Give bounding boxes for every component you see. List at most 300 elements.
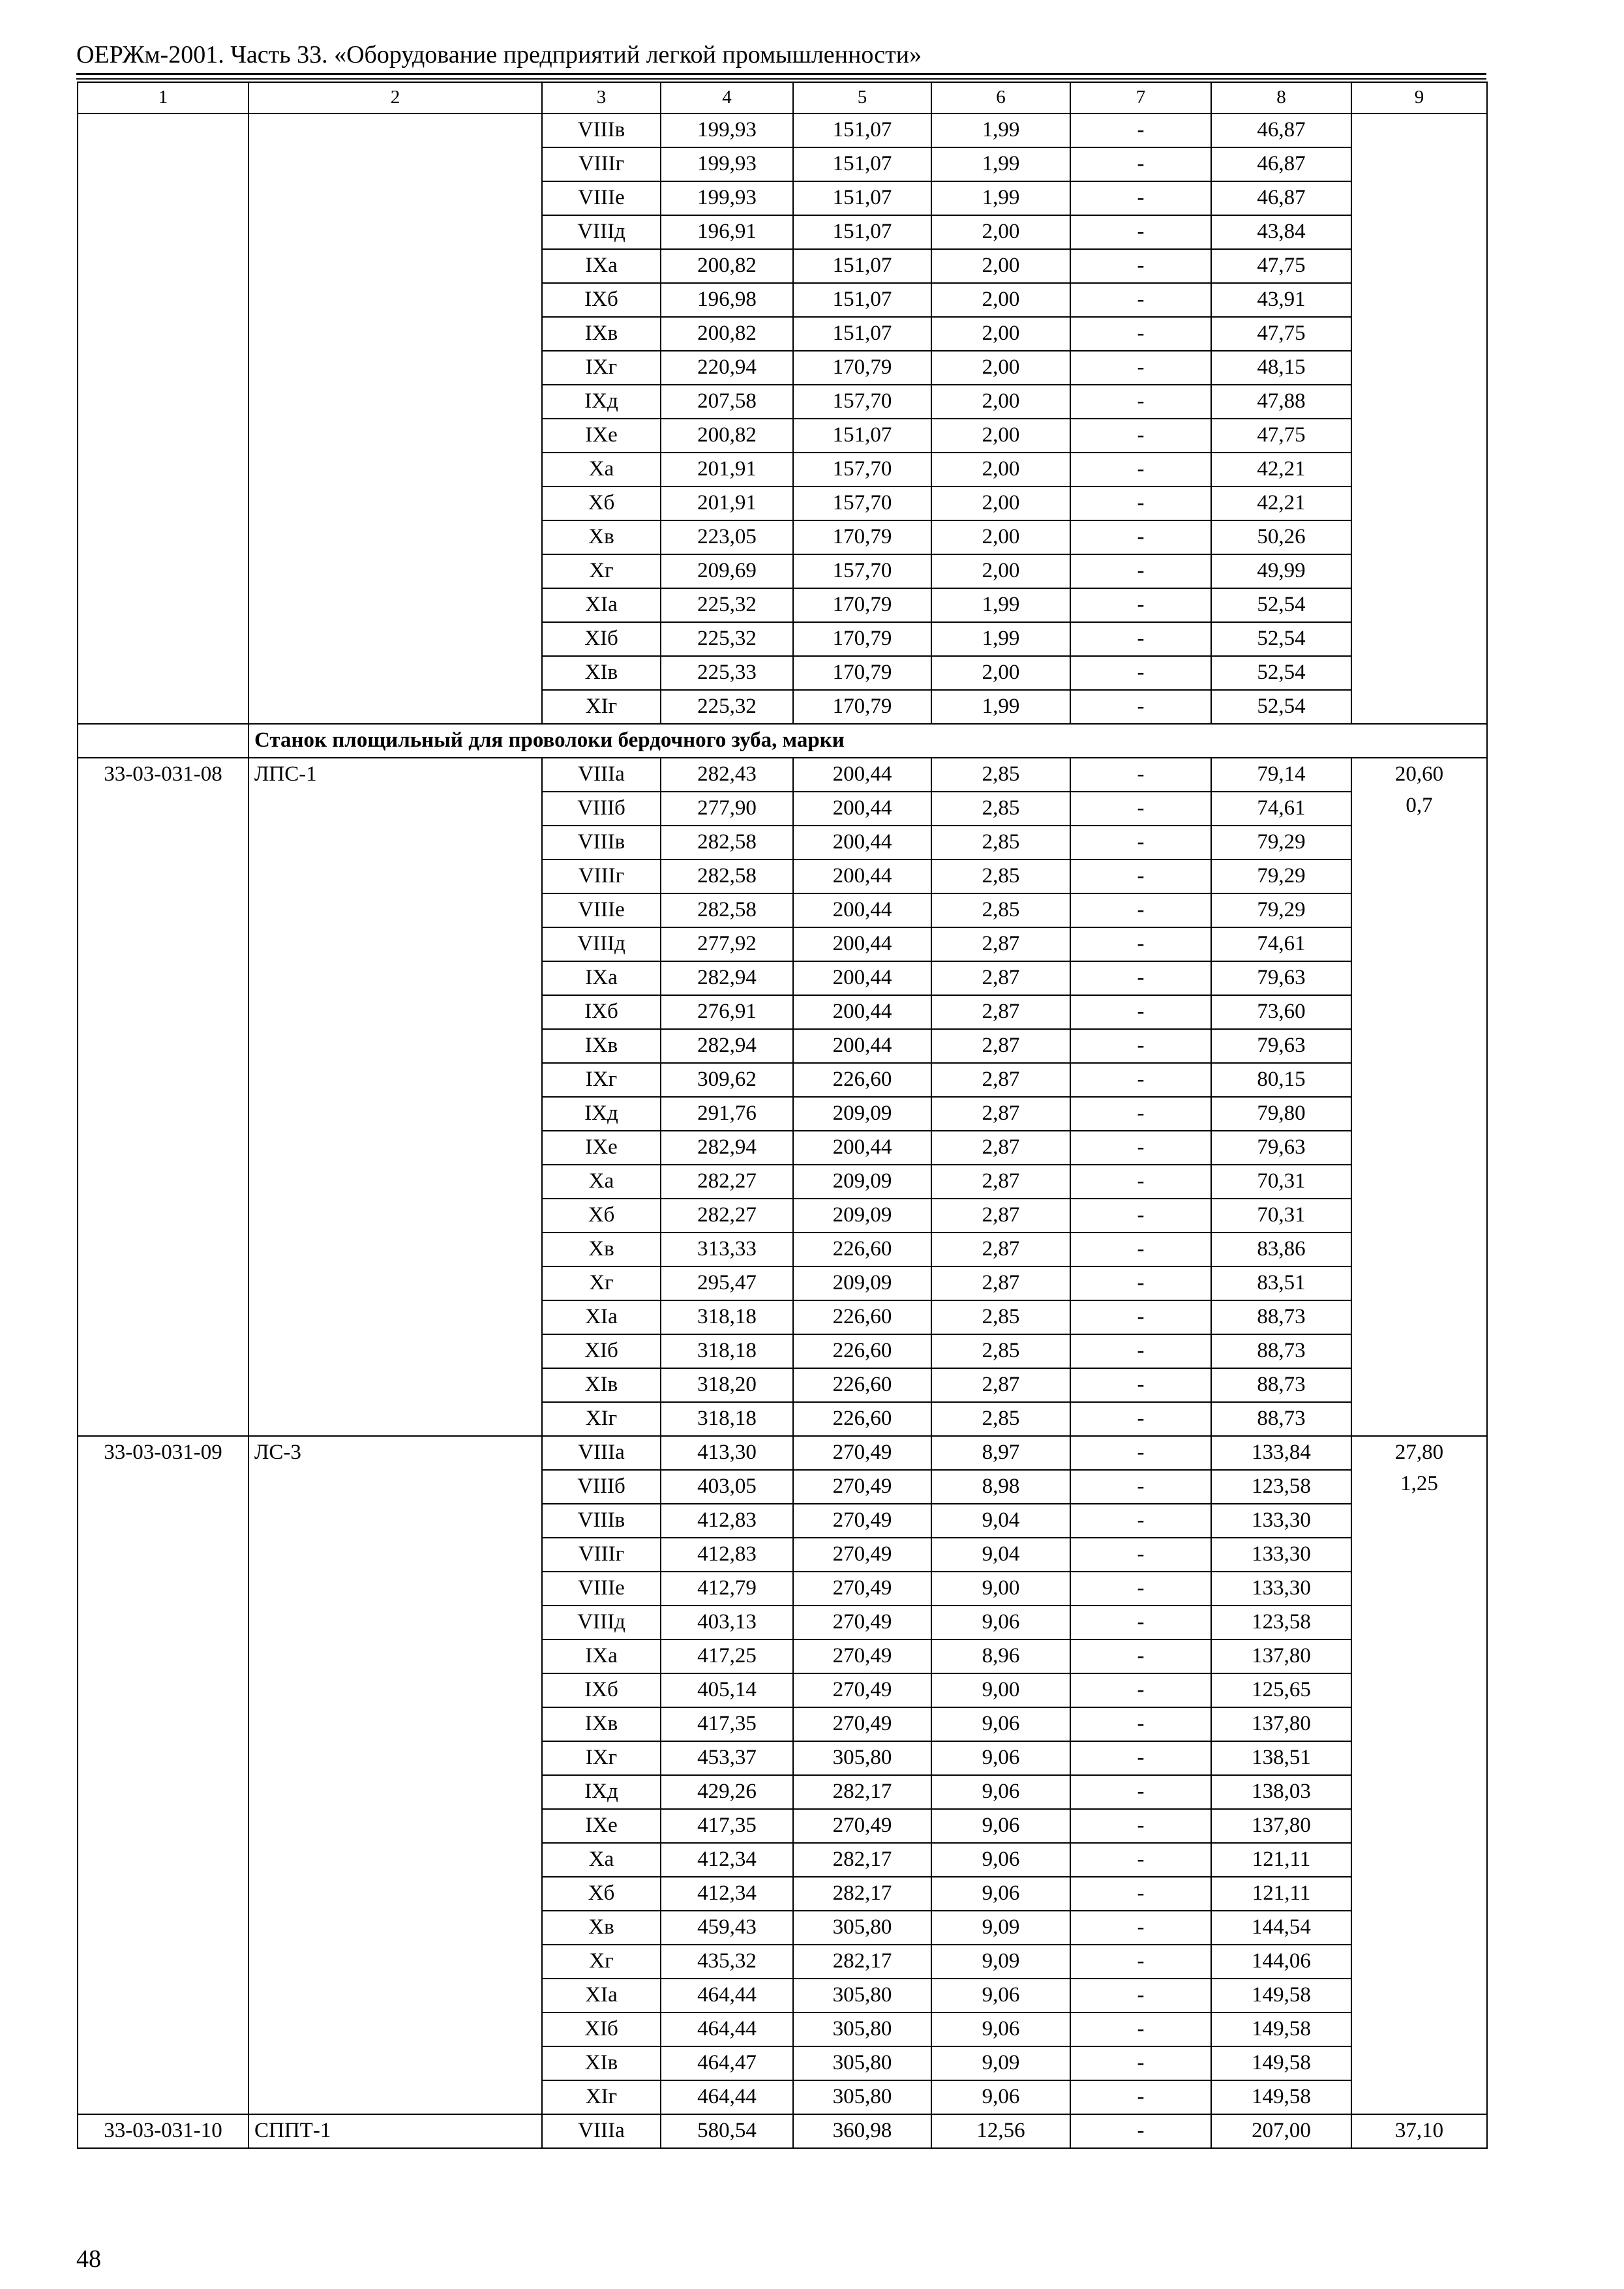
machinist-wage-cell: - — [1070, 1334, 1211, 1368]
page-header-title: ОЕРЖм-2001. Часть 33. «Оборудование предприятий легкой промышленности» — [76, 41, 922, 68]
materials-cost-cell: 79,29 — [1211, 893, 1351, 927]
machinist-wage-cell: - — [1070, 1063, 1211, 1097]
labor-cost-cell: 200,44 — [793, 792, 931, 826]
machine-cost-cell: 2,87 — [931, 1097, 1070, 1131]
machine-cost-cell: 2,87 — [931, 995, 1070, 1029]
machinist-wage-cell: - — [1070, 2114, 1211, 2148]
machinist-wage-cell: - — [1070, 1979, 1211, 2012]
labor-cost-cell: 209,09 — [793, 1266, 931, 1300]
table-row — [78, 113, 1487, 147]
machinist-wage-cell: - — [1070, 1945, 1211, 1979]
materials-cost-cell: 88,73 — [1211, 1402, 1351, 1436]
section-title-row — [78, 724, 1487, 758]
zone-cell: IXа — [542, 249, 661, 283]
machine-cost-cell: 1,99 — [931, 181, 1070, 215]
labor-cost-cell: 270,49 — [793, 1538, 931, 1572]
materials-cost-cell: 144,54 — [1211, 1911, 1351, 1945]
zone-cell: IXд — [542, 385, 661, 419]
item-code: 33-03-031-08 — [78, 758, 248, 1436]
materials-cost-cell: 138,51 — [1211, 1741, 1351, 1775]
machine-cost-cell: 2,85 — [931, 1402, 1070, 1436]
machine-cost-cell: 9,06 — [931, 1877, 1070, 1911]
total-cost-cell: 282,58 — [661, 826, 793, 860]
machine-cost-cell: 2,00 — [931, 554, 1070, 588]
zone-cell: VIIIа — [542, 1436, 661, 1470]
zone-cell: IXг — [542, 351, 661, 385]
labor-cost-cell: 151,07 — [793, 283, 931, 317]
total-cost-cell: 201,91 — [661, 453, 793, 486]
labor-cost-cell: 200,44 — [793, 995, 931, 1029]
zone-cell: VIIIб — [542, 1470, 661, 1504]
labor-cost-cell: 305,80 — [793, 2046, 931, 2080]
labor-hours-cell — [1351, 113, 1487, 724]
column-number: 1 — [78, 82, 248, 113]
machine-cost-cell: 8,97 — [931, 1436, 1070, 1470]
machine-cost-cell: 9,06 — [931, 2012, 1070, 2046]
labor-cost-cell: 151,07 — [793, 419, 931, 453]
materials-cost-cell: 79,63 — [1211, 1029, 1351, 1063]
labor-cost-cell: 200,44 — [793, 927, 931, 961]
materials-cost-cell: 133,30 — [1211, 1572, 1351, 1606]
zone-cell: Xб — [542, 1877, 661, 1911]
materials-cost-cell: 79,14 — [1211, 758, 1351, 792]
header-rule-thick — [76, 73, 1486, 75]
materials-cost-cell: 73,60 — [1211, 995, 1351, 1029]
materials-cost-cell: 88,73 — [1211, 1368, 1351, 1402]
labor-cost-cell: 226,60 — [793, 1402, 931, 1436]
machinist-wage-cell: - — [1070, 690, 1211, 724]
labor-cost-cell: 200,44 — [793, 961, 931, 995]
materials-cost-cell: 52,54 — [1211, 656, 1351, 690]
zone-cell: XIа — [542, 1300, 661, 1334]
machinist-wage-cell: - — [1070, 1165, 1211, 1199]
materials-cost-cell: 70,31 — [1211, 1165, 1351, 1199]
materials-cost-cell: 83,51 — [1211, 1266, 1351, 1300]
machinist-wage-cell: - — [1070, 961, 1211, 995]
labor-cost-cell: 151,07 — [793, 215, 931, 249]
total-cost-cell: 282,27 — [661, 1199, 793, 1233]
machinist-wage-cell: - — [1070, 1199, 1211, 1233]
machine-cost-cell: 8,98 — [931, 1470, 1070, 1504]
zone-cell: XIг — [542, 1402, 661, 1436]
machinist-wage-cell: - — [1070, 1911, 1211, 1945]
materials-cost-cell: 74,61 — [1211, 792, 1351, 826]
machine-cost-cell: 2,87 — [931, 961, 1070, 995]
machinist-wage-cell: - — [1070, 1300, 1211, 1334]
materials-cost-cell: 49,99 — [1211, 554, 1351, 588]
materials-cost-cell: 50,26 — [1211, 520, 1351, 554]
zone-cell: IXд — [542, 1097, 661, 1131]
labor-cost-cell: 157,70 — [793, 385, 931, 419]
materials-cost-cell: 52,54 — [1211, 622, 1351, 656]
total-cost-cell: 225,32 — [661, 690, 793, 724]
labor-cost-cell: 270,49 — [793, 1606, 931, 1639]
total-cost-cell: 318,18 — [661, 1300, 793, 1334]
total-cost-cell: 225,33 — [661, 656, 793, 690]
machine-cost-cell: 2,87 — [931, 1131, 1070, 1165]
column-number: 6 — [931, 82, 1070, 113]
machinist-wage-cell: - — [1070, 2046, 1211, 2080]
materials-cost-cell: 133,30 — [1211, 1504, 1351, 1538]
total-cost-cell: 295,47 — [661, 1266, 793, 1300]
labor-cost-cell: 360,98 — [793, 2114, 931, 2148]
zone-cell: IXе — [542, 419, 661, 453]
machine-cost-cell: 2,85 — [931, 826, 1070, 860]
labor-cost-cell: 200,44 — [793, 860, 931, 893]
machinist-wage-cell: - — [1070, 2080, 1211, 2114]
zone-cell: IXе — [542, 1131, 661, 1165]
machine-cost-cell: 2,87 — [931, 927, 1070, 961]
labor-cost-cell: 305,80 — [793, 1911, 931, 1945]
machine-cost-cell: 8,96 — [931, 1639, 1070, 1673]
total-cost-cell: 225,32 — [661, 588, 793, 622]
labor-hours-value: 37,10 — [1394, 2119, 1444, 2142]
machinist-wage-cell: - — [1070, 1368, 1211, 1402]
machinist-wage-cell: - — [1070, 1538, 1211, 1572]
materials-cost-cell: 80,15 — [1211, 1063, 1351, 1097]
machine-cost-cell: 2,87 — [931, 1165, 1070, 1199]
total-cost-cell: 403,13 — [661, 1606, 793, 1639]
labor-cost-cell: 282,17 — [793, 1775, 931, 1809]
machine-cost-cell: 2,00 — [931, 656, 1070, 690]
machinist-wage-cell: - — [1070, 351, 1211, 385]
zone-cell: VIIIд — [542, 1606, 661, 1639]
table-row — [78, 2114, 1487, 2148]
materials-cost-cell: 144,06 — [1211, 1945, 1351, 1979]
section-code-cell — [78, 724, 248, 758]
column-number-row — [78, 82, 1487, 113]
labor-cost-cell: 151,07 — [793, 317, 931, 351]
total-cost-cell: 277,90 — [661, 792, 793, 826]
machinist-wage-cell: - — [1070, 1470, 1211, 1504]
machine-cost-cell: 9,06 — [931, 1606, 1070, 1639]
total-cost-cell: 459,43 — [661, 1911, 793, 1945]
machine-cost-cell: 2,87 — [931, 1368, 1070, 1402]
zone-cell: XIб — [542, 2012, 661, 2046]
zone-cell: Xг — [542, 554, 661, 588]
machinist-wage-cell: - — [1070, 181, 1211, 215]
machine-cost-cell: 2,85 — [931, 860, 1070, 893]
zone-cell: VIIIе — [542, 181, 661, 215]
labor-hours-cell — [1351, 1436, 1487, 2114]
zone-cell: IXг — [542, 1741, 661, 1775]
labor-hours-value: 0,7 — [1406, 794, 1433, 817]
labor-cost-cell: 226,60 — [793, 1368, 931, 1402]
labor-cost-cell: 151,07 — [793, 181, 931, 215]
total-cost-cell: 417,35 — [661, 1809, 793, 1843]
column-number: 8 — [1211, 82, 1351, 113]
materials-cost-cell: 47,75 — [1211, 249, 1351, 283]
materials-cost-cell: 48,15 — [1211, 351, 1351, 385]
zone-cell: Xв — [542, 520, 661, 554]
machinist-wage-cell: - — [1070, 249, 1211, 283]
labor-hours-value: 1,25 — [1400, 1472, 1438, 1495]
machine-cost-cell: 2,87 — [931, 1029, 1070, 1063]
zone-cell: VIIIд — [542, 927, 661, 961]
labor-cost-cell: 305,80 — [793, 1979, 931, 2012]
total-cost-cell: 417,25 — [661, 1639, 793, 1673]
zone-cell: XIа — [542, 1979, 661, 2012]
total-cost-cell: 282,58 — [661, 893, 793, 927]
machinist-wage-cell: - — [1070, 215, 1211, 249]
total-cost-cell: 405,14 — [661, 1673, 793, 1707]
machine-cost-cell: 2,85 — [931, 1300, 1070, 1334]
rates-table — [77, 82, 1488, 2149]
machinist-wage-cell: - — [1070, 1266, 1211, 1300]
machinist-wage-cell: - — [1070, 758, 1211, 792]
machine-cost-cell: 9,09 — [931, 2046, 1070, 2080]
labor-cost-cell: 200,44 — [793, 1131, 931, 1165]
labor-cost-cell: 226,60 — [793, 1063, 931, 1097]
total-cost-cell: 412,34 — [661, 1843, 793, 1877]
item-name: ЛС-3 — [248, 1436, 542, 2114]
materials-cost-cell: 79,63 — [1211, 1131, 1351, 1165]
materials-cost-cell: 46,87 — [1211, 181, 1351, 215]
machine-cost-cell: 9,06 — [931, 1775, 1070, 1809]
zone-cell: XIб — [542, 622, 661, 656]
total-cost-cell: 429,26 — [661, 1775, 793, 1809]
machine-cost-cell: 2,00 — [931, 520, 1070, 554]
zone-cell: Xб — [542, 1199, 661, 1233]
labor-cost-cell: 170,79 — [793, 656, 931, 690]
total-cost-cell: 318,20 — [661, 1368, 793, 1402]
labor-cost-cell: 305,80 — [793, 2080, 931, 2114]
total-cost-cell: 313,33 — [661, 1233, 793, 1266]
machine-cost-cell: 2,00 — [931, 215, 1070, 249]
machinist-wage-cell: - — [1070, 1606, 1211, 1639]
machine-cost-cell: 9,06 — [931, 1979, 1070, 2012]
labor-cost-cell: 270,49 — [793, 1470, 931, 1504]
materials-cost-cell: 70,31 — [1211, 1199, 1351, 1233]
machinist-wage-cell: - — [1070, 995, 1211, 1029]
machine-cost-cell: 2,85 — [931, 893, 1070, 927]
zone-cell: Xв — [542, 1233, 661, 1266]
machine-cost-cell: 2,87 — [931, 1199, 1070, 1233]
zone-cell: IXа — [542, 1639, 661, 1673]
total-cost-cell: 201,91 — [661, 486, 793, 520]
total-cost-cell: 318,18 — [661, 1334, 793, 1368]
machine-cost-cell: 2,85 — [931, 1334, 1070, 1368]
item-name — [248, 113, 542, 724]
labor-hours-value: 27,80 — [1394, 1441, 1444, 1464]
table-row — [78, 758, 1487, 792]
column-number: 7 — [1070, 82, 1211, 113]
total-cost-cell: 277,92 — [661, 927, 793, 961]
item-code: 33-03-031-10 — [78, 2114, 248, 2148]
materials-cost-cell: 88,73 — [1211, 1334, 1351, 1368]
zone-cell: Xа — [542, 1843, 661, 1877]
machine-cost-cell: 2,87 — [931, 1063, 1070, 1097]
zone-cell: VIIIб — [542, 792, 661, 826]
zone-cell: IXе — [542, 1809, 661, 1843]
materials-cost-cell: 46,87 — [1211, 147, 1351, 181]
zone-cell: VIIIг — [542, 1538, 661, 1572]
zone-cell: VIIIв — [542, 1504, 661, 1538]
machine-cost-cell: 9,04 — [931, 1538, 1070, 1572]
total-cost-cell: 464,44 — [661, 1979, 793, 2012]
section-title: Станок площильный для проволоки бердочного зуба, марки — [248, 724, 1487, 758]
column-number: 4 — [661, 82, 793, 113]
zone-cell: IXб — [542, 283, 661, 317]
machine-cost-cell: 1,99 — [931, 588, 1070, 622]
materials-cost-cell: 149,58 — [1211, 2012, 1351, 2046]
machinist-wage-cell: - — [1070, 1029, 1211, 1063]
machinist-wage-cell: - — [1070, 1639, 1211, 1673]
total-cost-cell: 403,05 — [661, 1470, 793, 1504]
machine-cost-cell: 9,06 — [931, 2080, 1070, 2114]
total-cost-cell: 435,32 — [661, 1945, 793, 1979]
total-cost-cell: 412,83 — [661, 1504, 793, 1538]
zone-cell: VIIIе — [542, 1572, 661, 1606]
total-cost-cell: 464,44 — [661, 2012, 793, 2046]
machine-cost-cell: 2,00 — [931, 419, 1070, 453]
zone-cell: XIв — [542, 656, 661, 690]
machine-cost-cell: 2,85 — [931, 758, 1070, 792]
labor-cost-cell: 209,09 — [793, 1165, 931, 1199]
machinist-wage-cell: - — [1070, 860, 1211, 893]
total-cost-cell: 291,76 — [661, 1097, 793, 1131]
column-number: 3 — [542, 82, 661, 113]
total-cost-cell: 464,44 — [661, 2080, 793, 2114]
labor-cost-cell: 282,17 — [793, 1843, 931, 1877]
machinist-wage-cell: - — [1070, 317, 1211, 351]
zone-cell: VIIIа — [542, 2114, 661, 2148]
labor-cost-cell: 209,09 — [793, 1199, 931, 1233]
labor-cost-cell: 270,49 — [793, 1504, 931, 1538]
total-cost-cell: 318,18 — [661, 1402, 793, 1436]
labor-hours-value: 20,60 — [1394, 762, 1444, 786]
machinist-wage-cell: - — [1070, 1741, 1211, 1775]
labor-cost-cell: 226,60 — [793, 1334, 931, 1368]
machinist-wage-cell: - — [1070, 453, 1211, 486]
machine-cost-cell: 1,99 — [931, 622, 1070, 656]
machinist-wage-cell: - — [1070, 1436, 1211, 1470]
labor-cost-cell: 270,49 — [793, 1436, 931, 1470]
machine-cost-cell: 2,00 — [931, 249, 1070, 283]
machinist-wage-cell: - — [1070, 2012, 1211, 2046]
machinist-wage-cell: - — [1070, 927, 1211, 961]
labor-cost-cell: 200,44 — [793, 1029, 931, 1063]
labor-cost-cell: 151,07 — [793, 113, 931, 147]
zone-cell: VIIIв — [542, 113, 661, 147]
table-row — [78, 1436, 1487, 1470]
total-cost-cell: 207,58 — [661, 385, 793, 419]
materials-cost-cell: 47,75 — [1211, 317, 1351, 351]
labor-cost-cell: 157,70 — [793, 453, 931, 486]
total-cost-cell: 453,37 — [661, 1741, 793, 1775]
total-cost-cell: 282,58 — [661, 860, 793, 893]
labor-cost-cell: 170,79 — [793, 351, 931, 385]
machine-cost-cell: 2,87 — [931, 1266, 1070, 1300]
materials-cost-cell: 137,80 — [1211, 1639, 1351, 1673]
labor-hours-cell — [1351, 2114, 1487, 2148]
machine-cost-cell: 9,00 — [931, 1572, 1070, 1606]
labor-cost-cell: 170,79 — [793, 520, 931, 554]
machinist-wage-cell: - — [1070, 1233, 1211, 1266]
machinist-wage-cell: - — [1070, 588, 1211, 622]
machinist-wage-cell: - — [1070, 113, 1211, 147]
zone-cell: Xа — [542, 453, 661, 486]
materials-cost-cell: 149,58 — [1211, 1979, 1351, 2012]
zone-cell: IXв — [542, 317, 661, 351]
machine-cost-cell: 9,06 — [931, 1707, 1070, 1741]
total-cost-cell: 200,82 — [661, 249, 793, 283]
machinist-wage-cell: - — [1070, 1402, 1211, 1436]
column-number: 2 — [248, 82, 542, 113]
labor-cost-cell: 170,79 — [793, 690, 931, 724]
zone-cell: XIв — [542, 1368, 661, 1402]
materials-cost-cell: 149,58 — [1211, 2080, 1351, 2114]
machine-cost-cell: 9,09 — [931, 1911, 1070, 1945]
zone-cell: VIIIв — [542, 826, 661, 860]
machinist-wage-cell: - — [1070, 1097, 1211, 1131]
labor-cost-cell: 151,07 — [793, 249, 931, 283]
total-cost-cell: 580,54 — [661, 2114, 793, 2148]
machinist-wage-cell: - — [1070, 622, 1211, 656]
materials-cost-cell: 42,21 — [1211, 486, 1351, 520]
total-cost-cell: 220,94 — [661, 351, 793, 385]
total-cost-cell: 225,32 — [661, 622, 793, 656]
labor-cost-cell: 270,49 — [793, 1673, 931, 1707]
machinist-wage-cell: - — [1070, 1572, 1211, 1606]
materials-cost-cell: 52,54 — [1211, 588, 1351, 622]
labor-cost-cell: 157,70 — [793, 554, 931, 588]
materials-cost-cell: 83,86 — [1211, 1233, 1351, 1266]
machine-cost-cell: 9,09 — [931, 1945, 1070, 1979]
machine-cost-cell: 2,00 — [931, 351, 1070, 385]
zone-cell: VIIIд — [542, 215, 661, 249]
zone-cell: XIг — [542, 690, 661, 724]
total-cost-cell: 199,93 — [661, 147, 793, 181]
item-name: СППТ-1 — [248, 2114, 542, 2148]
materials-cost-cell: 52,54 — [1211, 690, 1351, 724]
machine-cost-cell: 1,99 — [931, 113, 1070, 147]
zone-cell: IXб — [542, 1673, 661, 1707]
machine-cost-cell: 2,00 — [931, 385, 1070, 419]
machine-cost-cell: 2,85 — [931, 792, 1070, 826]
labor-cost-cell: 226,60 — [793, 1233, 931, 1266]
zone-cell: VIIIг — [542, 147, 661, 181]
column-number: 9 — [1351, 82, 1487, 113]
item-name: ЛПС-1 — [248, 758, 542, 1436]
labor-cost-cell: 270,49 — [793, 1572, 931, 1606]
machinist-wage-cell: - — [1070, 1775, 1211, 1809]
labor-cost-cell: 305,80 — [793, 2012, 931, 2046]
total-cost-cell: 199,93 — [661, 181, 793, 215]
zone-cell: XIа — [542, 588, 661, 622]
labor-cost-cell: 305,80 — [793, 1741, 931, 1775]
machine-cost-cell: 1,99 — [931, 147, 1070, 181]
machine-cost-cell: 2,00 — [931, 453, 1070, 486]
machine-cost-cell: 9,04 — [931, 1504, 1070, 1538]
zone-cell: IXв — [542, 1707, 661, 1741]
materials-cost-cell: 207,00 — [1211, 2114, 1351, 2148]
machinist-wage-cell: - — [1070, 656, 1211, 690]
machine-cost-cell: 12,56 — [931, 2114, 1070, 2148]
materials-cost-cell: 79,29 — [1211, 860, 1351, 893]
total-cost-cell: 200,82 — [661, 317, 793, 351]
item-code — [78, 113, 248, 724]
materials-cost-cell: 121,11 — [1211, 1843, 1351, 1877]
materials-cost-cell: 137,80 — [1211, 1707, 1351, 1741]
materials-cost-cell: 43,84 — [1211, 215, 1351, 249]
materials-cost-cell: 46,87 — [1211, 113, 1351, 147]
zone-cell: Xг — [542, 1945, 661, 1979]
labor-cost-cell: 170,79 — [793, 588, 931, 622]
machine-cost-cell: 2,00 — [931, 317, 1070, 351]
machinist-wage-cell: - — [1070, 1707, 1211, 1741]
total-cost-cell: 282,94 — [661, 961, 793, 995]
